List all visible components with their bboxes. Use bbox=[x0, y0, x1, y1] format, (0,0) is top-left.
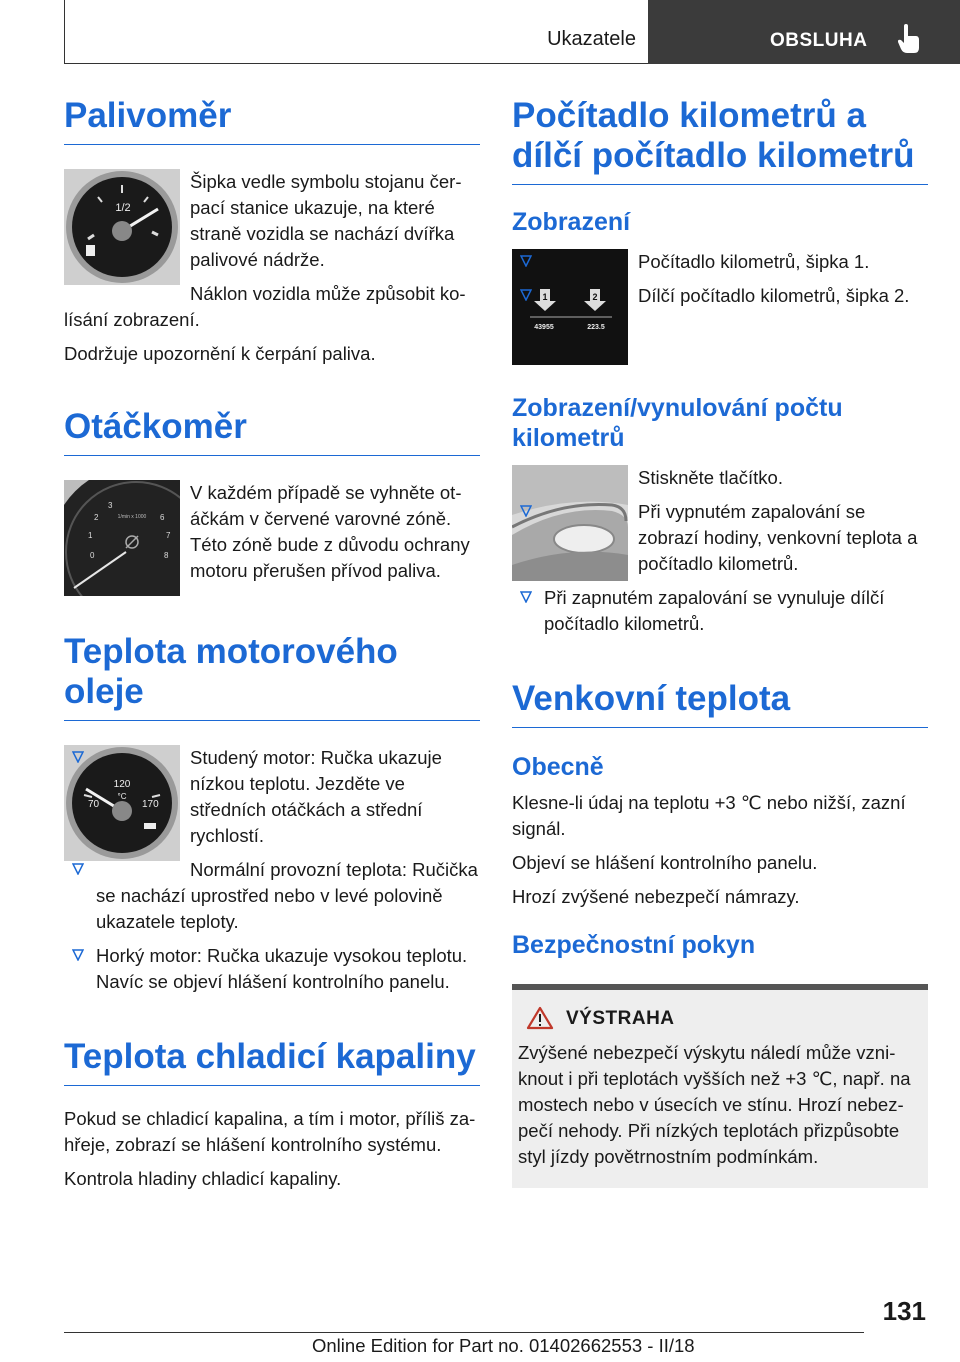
fuel-gauge-label: 1/2 bbox=[115, 202, 131, 214]
reset-bullet-2-text: Při zapnutém zapalování se vynuluje dílčí počítadlo kilometrů. bbox=[544, 587, 885, 634]
svg-text:7: 7 bbox=[166, 531, 171, 540]
odometer-reset-intro: Stiskněte tlačítko. bbox=[638, 467, 783, 488]
odometer-display-heading: Zobrazení bbox=[512, 208, 631, 236]
odometer-bullet-2-text: Dílčí počítadlo kilometrů, šipka 2. bbox=[638, 285, 910, 306]
coolant-heading: Teplota chladicí kapaliny bbox=[64, 1037, 480, 1086]
tachometer-image bbox=[64, 480, 180, 596]
right-column bbox=[512, 96, 928, 1188]
oil-temperature-section bbox=[64, 745, 480, 935]
fuel-paragraph-2: Náklon vozidla může způsobit kolísání zobrazení. bbox=[64, 283, 466, 330]
svg-text:8: 8 bbox=[164, 551, 169, 560]
trip-odometer-reading: 223.5 bbox=[587, 324, 605, 331]
odometer-reset-heading: Zobrazení/vynulování počtu kilometrů bbox=[512, 394, 843, 452]
outside-temperature-paragraph-1: Klesne-li údaj na teplotu +3 ℃ nebo nižší, zazní signál. bbox=[512, 792, 906, 839]
reset-bullet-1 bbox=[512, 499, 928, 577]
footer-edition: Online Edition for Part no. 01402662553 - II/18 bbox=[312, 1335, 695, 1356]
svg-text:2: 2 bbox=[94, 513, 99, 522]
tachometer-gauge-label: 1/min x 1000 bbox=[117, 514, 147, 520]
odometer-arrow-label-1: 1 bbox=[542, 292, 548, 302]
odometer-heading: Počítadlo kilometrů a dílčí počítadlo kilometrů bbox=[512, 96, 928, 185]
odometer-bullet-1-text: Počítadlo kilometrů, šipka 1. bbox=[638, 251, 870, 272]
header-rule-bottom bbox=[64, 63, 648, 64]
finger-pointer-icon bbox=[898, 24, 920, 54]
triangle-bullet-icon bbox=[72, 751, 84, 763]
page-number: 131 bbox=[882, 1296, 926, 1326]
header-rule-left bbox=[64, 0, 65, 64]
safety-note-heading: Bezpečnostní pokyn bbox=[512, 931, 756, 959]
triangle-bullet-icon bbox=[72, 863, 84, 875]
oil-temperature-heading: Teplota motorového oleje bbox=[64, 632, 480, 721]
oil-bullet-hot bbox=[64, 943, 480, 995]
tachometer-heading: Otáčkoměr bbox=[64, 407, 480, 456]
odometer-reading: 43955 bbox=[534, 324, 554, 331]
fuel-gauge-image bbox=[64, 169, 180, 285]
outside-temperature-paragraph-2: Objeví se hlášení kontrolního panelu. bbox=[512, 852, 818, 873]
odometer-bullet-1 bbox=[512, 249, 928, 275]
warning-triangle-icon bbox=[526, 1006, 554, 1030]
svg-text:3: 3 bbox=[108, 501, 113, 510]
odometer-arrow-label-2: 2 bbox=[592, 292, 598, 302]
oil-gauge-label-120: 120 bbox=[113, 779, 131, 790]
header-chapter-label: OBSLUHA bbox=[770, 30, 868, 51]
odometer-reset-section bbox=[512, 465, 928, 637]
footer-rule bbox=[64, 1332, 864, 1333]
warning-box bbox=[512, 984, 928, 1188]
reset-bullet-1-text: Při vypnutém zapalování se zobrazí hodiny, venkovní teplota a počítadlo kilometrů. bbox=[638, 501, 918, 574]
oil-bullet-cold bbox=[64, 745, 480, 849]
outside-temperature-paragraph-3: Hrozí zvýšené nebezpečí námrazy. bbox=[512, 886, 800, 907]
tachometer-paragraph: V každém případě se vyhněte otáčkám v červené varovné zóně. Této zóně bude z důvodu ochrany motoru přerušen přívod paliva. bbox=[190, 482, 470, 581]
coolant-paragraph-2: Kontrola hladiny chladicí kapaliny. bbox=[64, 1168, 342, 1189]
header-chapter-tab bbox=[648, 0, 960, 64]
fuel-section bbox=[64, 169, 480, 333]
warning-title-text: VÝSTRAHA bbox=[566, 1008, 675, 1029]
coolant-paragraph-1: Pokud se chladicí kapalina, a tím i motor, příliš zahřeje, zobrazí se hlášení kontrolního systému. bbox=[64, 1108, 476, 1155]
svg-text:6: 6 bbox=[160, 513, 165, 522]
oil-bullet-hot-text: Horký motor: Ručka ukazuje vysokou teplotu. Navíc se objeví hlášení kontrolního panelu. bbox=[96, 945, 468, 992]
fuel-gauge-heading: Palivoměr bbox=[64, 96, 480, 145]
triangle-bullet-icon bbox=[520, 255, 532, 267]
reset-bullet-2 bbox=[512, 585, 928, 637]
tachometer-section bbox=[64, 480, 480, 596]
oil-gauge-label-70: 70 bbox=[88, 799, 100, 810]
warning-text: Zvýšené nebezpečí výskytu náledí může vzniknout i při teplotách vyšších než +3 ℃, např. na mostech nebo v úsecích ve stínu. Hrozí nebezpečí nehody. Při nízkých teplotách přizpůsobte styl jízdy povětrnostním podmínkám. bbox=[518, 1042, 911, 1167]
header-section-title: Ukazatele bbox=[547, 28, 636, 50]
odometer-bullet-2 bbox=[512, 283, 928, 309]
oil-gauge-label-unit: °C bbox=[117, 792, 127, 801]
outside-temperature-heading: Venkovní teplota bbox=[512, 679, 928, 728]
svg-text:1: 1 bbox=[88, 531, 93, 540]
left-column bbox=[64, 96, 480, 1192]
odometer-display-section bbox=[512, 249, 928, 365]
warning-title bbox=[526, 1006, 922, 1032]
triangle-bullet-icon bbox=[72, 949, 84, 961]
oil-bullet-normal-text: Normální provozní teplota: Ručička se nachází uprostřed nebo v levé polovině ukazatele teploty. bbox=[96, 859, 478, 932]
fuel-paragraph-1: Šipka vedle symbolu stojanu čerpací stanice ukazuje, na které straně vozidla se nachází dvířka palivové nádrže. bbox=[190, 171, 462, 270]
triangle-bullet-icon bbox=[520, 289, 532, 301]
oil-gauge-label-170: 170 bbox=[142, 799, 159, 810]
triangle-bullet-icon bbox=[520, 591, 532, 603]
oil-bullet-normal bbox=[64, 857, 480, 935]
outside-temperature-general-heading: Obecně bbox=[512, 753, 604, 781]
fuel-paragraph-3: Dodržuje upozornění k čerpání paliva. bbox=[64, 343, 376, 364]
triangle-bullet-icon bbox=[520, 505, 532, 517]
svg-text:0: 0 bbox=[90, 551, 95, 560]
oil-bullet-cold-text: Studený motor: Ručka ukazuje nízkou teplotu. Jezděte ve středních otáčkách a střední rychlostí. bbox=[190, 747, 442, 846]
